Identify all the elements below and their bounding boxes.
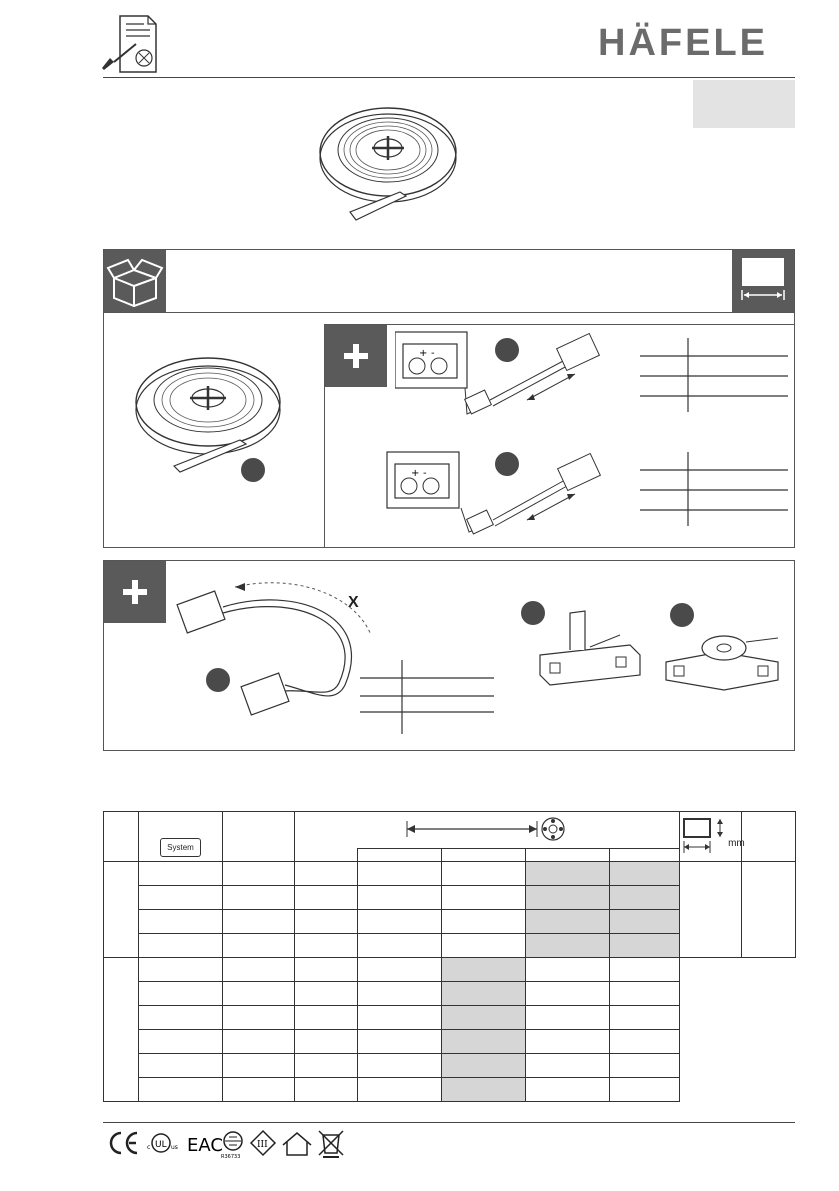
table-cell — [223, 862, 295, 886]
cable-length-table — [640, 338, 790, 413]
svg-text:EAC: EAC — [187, 1135, 223, 1156]
table-cell — [442, 1078, 526, 1102]
table-cell — [610, 958, 680, 982]
table-cell — [610, 934, 680, 958]
package-icon-tile — [104, 250, 166, 312]
table-cell — [223, 910, 295, 934]
table-cell — [295, 982, 358, 1006]
table-row — [104, 982, 796, 1006]
cul-us-mark-icon — [147, 1134, 178, 1152]
group-label-cell — [104, 862, 139, 958]
table-cell — [442, 1054, 526, 1078]
table-group — [104, 862, 796, 958]
accessory-plus-tile — [104, 561, 166, 623]
table-cell — [295, 958, 358, 982]
table-cell — [442, 982, 526, 1006]
cut-cell — [680, 862, 742, 958]
table-cell — [139, 862, 223, 886]
grey-label-box — [693, 80, 795, 128]
table-cell — [442, 886, 526, 910]
table-cell — [358, 886, 442, 910]
table-cell — [442, 934, 526, 958]
width-dimension-icon — [732, 250, 794, 312]
table-cell — [295, 1078, 358, 1102]
table-cell — [295, 910, 358, 934]
table-cell — [223, 1054, 295, 1078]
unit-label: mm — [728, 837, 745, 849]
reference-badge — [521, 601, 545, 625]
table-row — [104, 862, 796, 886]
system-label: System — [160, 838, 201, 857]
reference-badge — [495, 338, 519, 362]
table-cell — [358, 910, 442, 934]
table-cell — [526, 934, 610, 958]
table-cell — [442, 862, 526, 886]
cable-length-table — [640, 452, 790, 527]
svg-text:R36733: R36733 — [221, 1154, 241, 1159]
led-strip-reel-image — [310, 100, 470, 225]
table-cell — [610, 982, 680, 1006]
table-cell — [610, 910, 680, 934]
weee-bin-icon — [319, 1131, 343, 1158]
table-header-row — [104, 812, 796, 849]
table-cell — [610, 1054, 680, 1078]
protection-class-iii-icon — [251, 1131, 275, 1155]
reference-badge — [206, 668, 230, 692]
table-cell — [526, 862, 610, 886]
table-cell — [610, 862, 680, 886]
certification-marks — [103, 1127, 363, 1157]
table-cell — [358, 1054, 442, 1078]
table-cell — [526, 982, 610, 1006]
table-cell — [139, 1030, 223, 1054]
table-cell — [358, 862, 442, 886]
table-cell — [610, 1030, 680, 1054]
table-cell — [139, 1006, 223, 1030]
package-accessory-top-rule — [324, 324, 794, 325]
table-cell — [442, 1030, 526, 1054]
table-cell — [442, 1006, 526, 1030]
table-cell — [610, 1006, 680, 1030]
table-cell — [526, 1054, 610, 1078]
table-cell — [223, 1006, 295, 1030]
table-cell — [526, 1030, 610, 1054]
svg-text:+: + — [411, 468, 420, 479]
table-cell — [223, 1078, 295, 1102]
table-cell — [139, 934, 223, 958]
table-cell — [526, 1006, 610, 1030]
open-box-icon — [104, 250, 166, 312]
table-row — [104, 1078, 796, 1102]
led-strip-reel-image — [130, 350, 290, 480]
table-cell — [526, 886, 610, 910]
ce-mark-icon — [111, 1133, 137, 1153]
svg-text:III: III — [257, 1140, 268, 1150]
table-cell — [223, 934, 295, 958]
enec-mark-icon — [221, 1132, 242, 1159]
table-cell — [526, 910, 610, 934]
table-row — [104, 958, 796, 982]
spec-table — [103, 811, 796, 1102]
table-cell — [139, 1078, 223, 1102]
reference-badge — [670, 603, 694, 627]
table-cell — [139, 1054, 223, 1078]
package-header-divider — [104, 312, 794, 313]
svg-text:UL: UL — [155, 1140, 167, 1150]
document-icon — [100, 14, 160, 74]
table-cell — [295, 1006, 358, 1030]
svg-text:-: - — [431, 348, 435, 359]
l-connector-drawing — [530, 605, 650, 700]
table-cell — [358, 982, 442, 1006]
table-cell — [358, 934, 442, 958]
table-cell — [442, 958, 526, 982]
table-cell — [139, 958, 223, 982]
header-divider — [103, 77, 795, 78]
reference-badge — [495, 452, 519, 476]
table-cell — [358, 958, 442, 982]
note-cell — [742, 862, 796, 958]
table-row — [104, 1054, 796, 1078]
indoor-use-icon — [283, 1133, 311, 1155]
accessory-plus-tile — [325, 325, 387, 387]
table-cell — [295, 934, 358, 958]
table-row — [104, 1006, 796, 1030]
table-cell — [610, 1078, 680, 1102]
table-cell — [442, 910, 526, 934]
table-cell — [139, 886, 223, 910]
table-cell — [610, 886, 680, 910]
eac-mark-icon — [187, 1135, 223, 1156]
brand-logo: HÄFELE — [598, 22, 768, 64]
table-cell — [295, 1054, 358, 1078]
cut-dimension-icon — [680, 815, 745, 855]
reference-badge — [241, 458, 265, 482]
table-cell — [295, 1030, 358, 1054]
table-cell — [526, 958, 610, 982]
table-cell — [526, 1078, 610, 1102]
table-cell — [358, 1030, 442, 1054]
table-cell — [223, 958, 295, 982]
svg-text:c: c — [147, 1144, 151, 1151]
svg-text:+: + — [419, 348, 428, 359]
table-row — [104, 1030, 796, 1054]
table-cell — [295, 862, 358, 886]
table-cell — [358, 1006, 442, 1030]
table-cell — [358, 1078, 442, 1102]
table-cell — [139, 982, 223, 1006]
cable-length-label: X — [348, 594, 359, 611]
reel-length-icon — [397, 815, 577, 843]
table-cell — [139, 910, 223, 934]
group-label-cell — [104, 958, 139, 1102]
footer-divider — [103, 1122, 795, 1123]
dimension-icon-tile — [732, 250, 794, 312]
table-cell — [223, 982, 295, 1006]
table-group — [104, 958, 796, 1102]
table-cell — [223, 1030, 295, 1054]
table-cell — [295, 886, 358, 910]
svg-text:-: - — [423, 468, 427, 479]
svg-text:us: us — [171, 1144, 178, 1151]
cable-length-table — [360, 660, 496, 735]
table-cell — [223, 886, 295, 910]
